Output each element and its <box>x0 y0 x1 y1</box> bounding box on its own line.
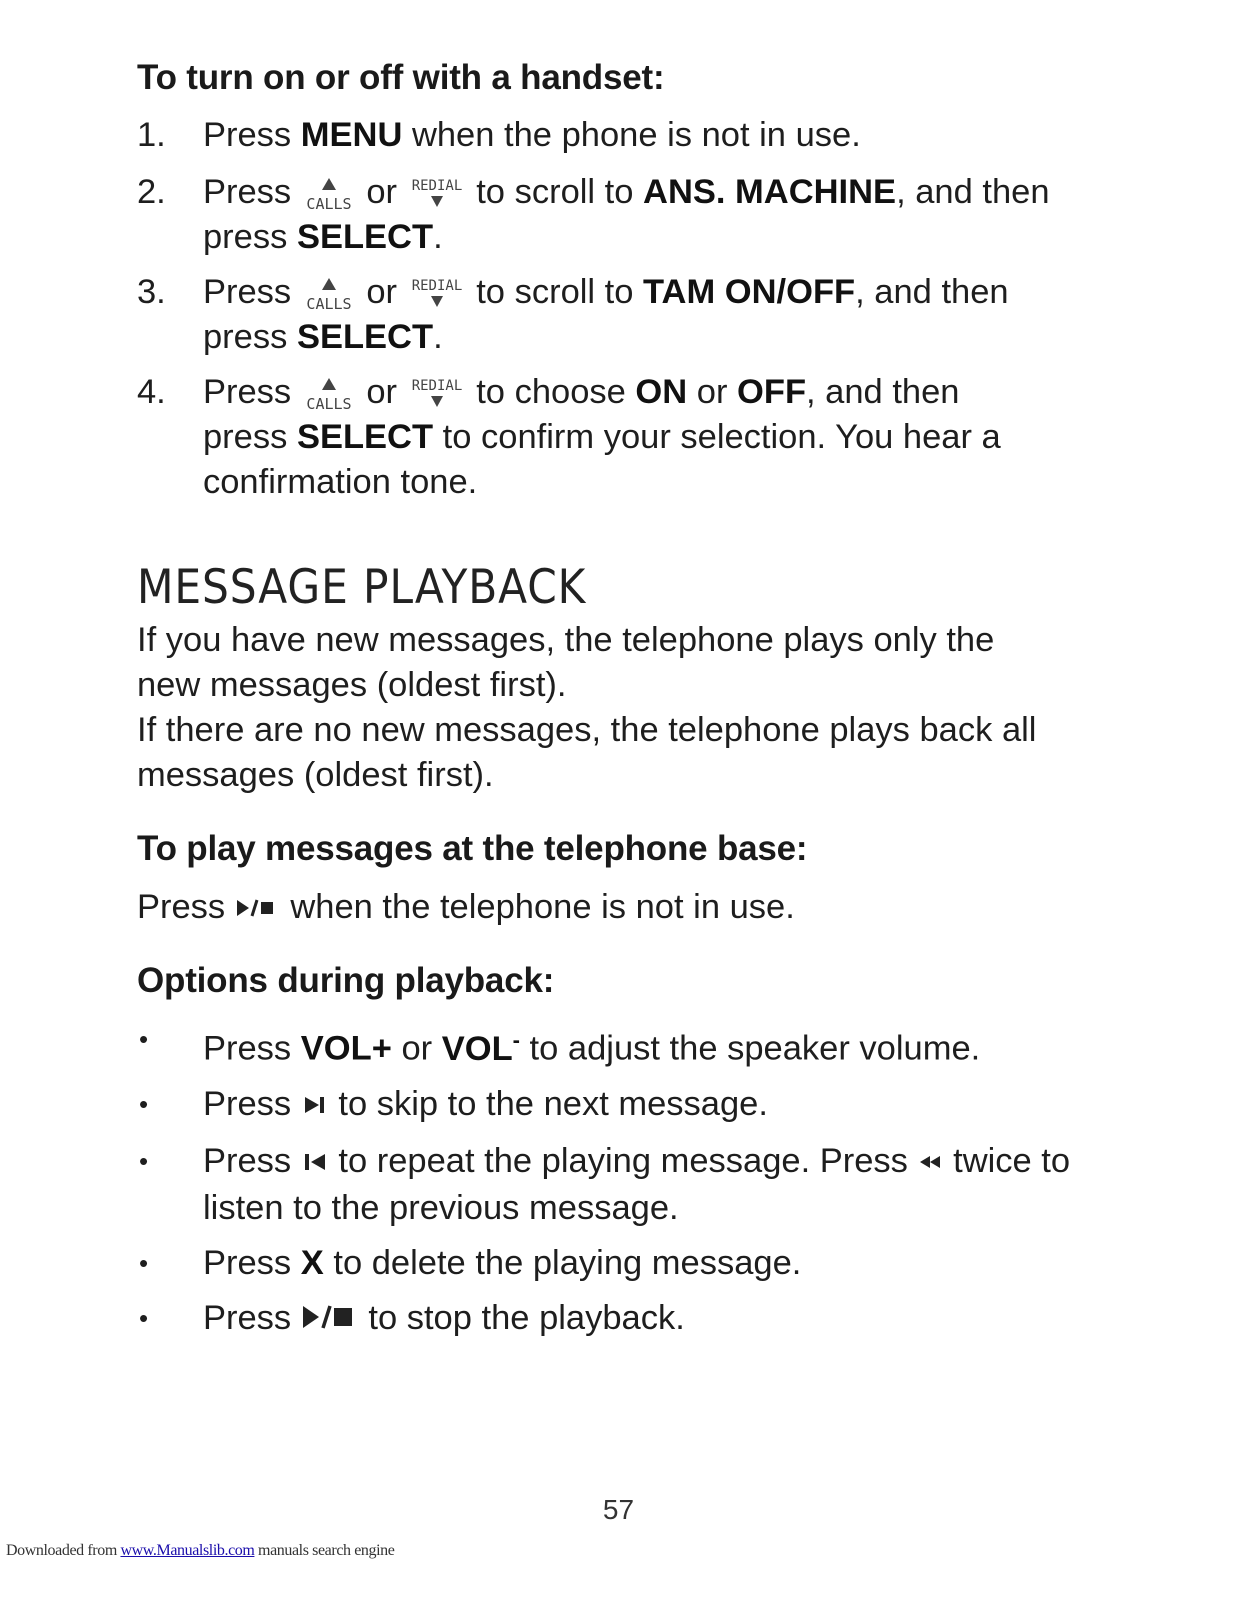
calls-up-icon <box>301 275 357 313</box>
option-skip: • Press to skip to the next message. <box>137 1082 1097 1129</box>
select-key-label: SELECT <box>296 218 434 256</box>
calls-up-icon <box>301 175 357 213</box>
intro-no-new-messages: If there are no new messages, the telephone plays back all messages (oldest first). <box>137 711 1037 794</box>
play-stop-icon <box>301 1298 359 1343</box>
manualslib-link[interactable]: www.Manualslib.com <box>120 1542 255 1559</box>
svg-text:CALLS: CALLS <box>306 294 352 313</box>
repeat-icon <box>301 1141 329 1186</box>
step-2: 2. Press CALLS or REDIAL to scroll to ANS. MACHINE, and then press SELECT. <box>137 170 1097 260</box>
step-4: 4. Press CALLS or REDIAL to choose ON or OFF, and then press SELECT to confirm your selection. You hear a confirmation tone. <box>137 370 1097 505</box>
step-3: 3. Press CALLS or REDIAL to scroll to TAM ON/OFF, and then press SELECT. <box>137 270 1097 360</box>
bullet: • <box>139 1247 149 1278</box>
redial-down-icon <box>407 375 467 413</box>
handset-steps-list <box>137 113 1097 505</box>
rewind-icon <box>918 1141 944 1186</box>
play-stop-icon <box>235 887 281 932</box>
calls-up-icon <box>301 375 357 413</box>
svg-text:CALLS: CALLS <box>306 194 352 213</box>
off-option-label: OFF <box>737 373 807 411</box>
option-stop: • Press to stop the playback. <box>137 1296 1097 1343</box>
download-footer: Downloaded from www.Manualslib.com manuals search engine <box>6 1542 395 1559</box>
svg-text:REDIAL: REDIAL <box>411 277 462 294</box>
menu-key-label: MENU <box>300 116 403 154</box>
svg-text:REDIAL: REDIAL <box>411 177 462 194</box>
message-playback-title: MESSAGE PLAYBACK <box>137 560 587 615</box>
vol-minus-label: VOL- <box>441 1027 520 1068</box>
ans-machine-label: ANS. MACHINE <box>643 173 897 211</box>
bullet: • <box>139 1088 149 1119</box>
step-number: 2. <box>137 173 166 211</box>
playback-options-heading: Options during playback: <box>137 961 555 1000</box>
redial-down-icon <box>407 175 467 213</box>
select-key-label: SELECT <box>296 318 434 356</box>
bullet: • <box>139 1302 149 1333</box>
redial-down-icon <box>407 275 467 313</box>
step-number: 1. <box>137 116 166 154</box>
option-repeat: • Press to repeat the playing message. Press twice to listen to the previous message. <box>137 1139 1097 1231</box>
select-key-label: SELECT <box>296 418 434 456</box>
svg-text:CALLS: CALLS <box>306 394 352 413</box>
step-number: 3. <box>137 273 166 311</box>
skip-next-icon <box>301 1084 329 1129</box>
play-at-base-heading: To play messages at the telephone base: <box>137 829 808 868</box>
option-delete: • Press X to delete the playing message. <box>137 1241 1097 1286</box>
step-1: 1. Press MENU when the phone is not in use. <box>137 113 1097 158</box>
tam-onoff-label: TAM ON/OFF <box>643 273 856 311</box>
intro-new-messages: If you have new messages, the telephone plays only the new messages (oldest first). <box>137 621 995 704</box>
svg-text:REDIAL: REDIAL <box>411 377 462 394</box>
bullet: • <box>139 1024 149 1054</box>
play-at-base-text: Press when the telephone is not in use. <box>137 885 1097 932</box>
playback-options-list <box>137 1017 1097 1343</box>
handset-onoff-heading: To turn on or off with a handset: <box>137 58 665 97</box>
option-volume: • Press VOL+ or VOL- to adjust the speaker volume. <box>137 1017 1097 1072</box>
bullet: • <box>139 1145 149 1176</box>
step-number: 4. <box>137 373 166 411</box>
vol-plus-label: VOL+ <box>300 1029 392 1068</box>
on-option-label: ON <box>635 373 688 411</box>
page-number: 57 <box>602 1494 635 1525</box>
delete-key-label: X <box>300 1243 324 1282</box>
